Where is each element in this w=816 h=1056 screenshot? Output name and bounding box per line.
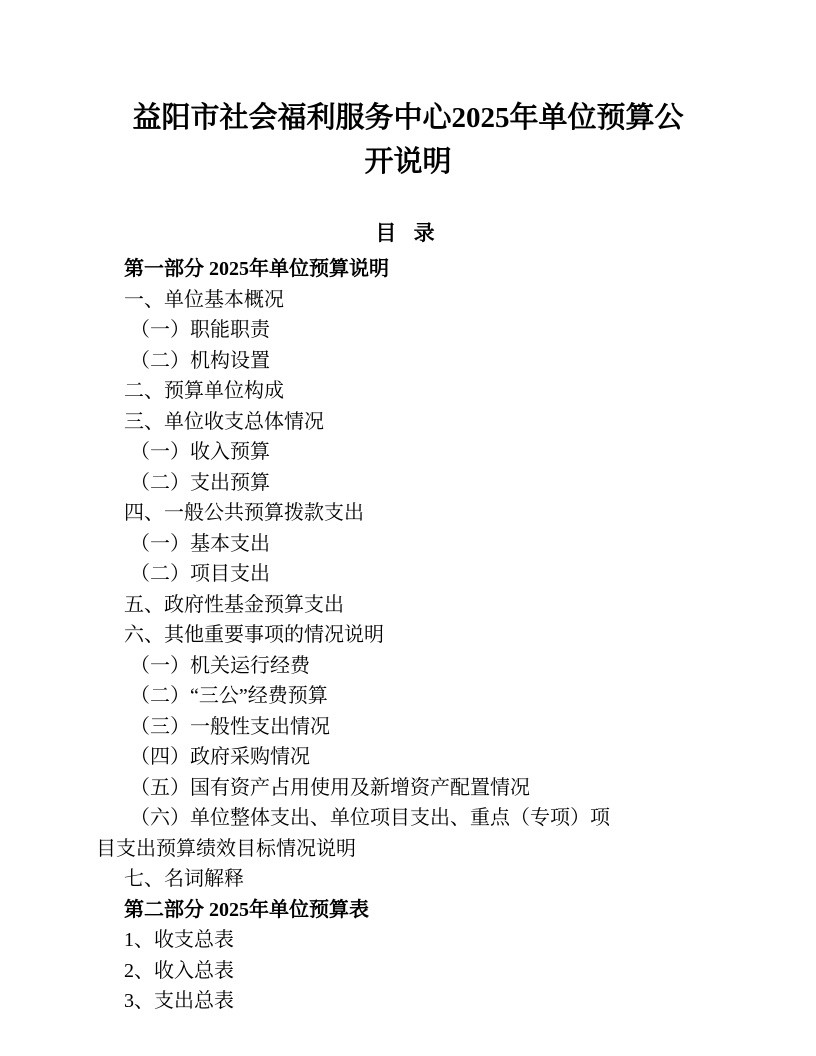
toc-item[interactable]: （一）收入预算 [130, 441, 270, 463]
toc-item[interactable]: （一）职能职责 [130, 319, 270, 341]
toc-item[interactable]: （一）机关运行经费 [130, 654, 310, 677]
toc-heading: 目 录 [375, 221, 441, 245]
toc-item[interactable]: （五）国有资产占用使用及新增资产配置情况 [130, 776, 530, 799]
table-of-contents [96, 254, 720, 1017]
toc-item[interactable]: （二）机构设置 [130, 349, 270, 372]
toc-item[interactable]: （四）政府采购情况 [130, 746, 310, 768]
toc-item[interactable]: （二）“三公”经费预算 [130, 685, 328, 707]
toc-item[interactable]: 1、收支总表 [124, 929, 234, 951]
toc-item[interactable]: 四、一般公共预算拨款支出 [124, 502, 364, 524]
toc-item[interactable]: （三）一般性支出情况 [130, 715, 330, 738]
toc-item[interactable]: 第二部分 2025年单位预算表 [124, 898, 369, 921]
toc-item[interactable]: （一）基本支出 [130, 532, 270, 555]
toc-item-continuation[interactable]: 目支出预算绩效目标情况说明 [96, 837, 356, 860]
toc-item[interactable]: （二）项目支出 [130, 563, 270, 585]
toc-item[interactable]: 3、支出总表 [124, 990, 234, 1012]
toc-item[interactable]: 二、预算单位构成 [124, 380, 284, 402]
toc-item[interactable]: （六）单位整体支出、单位项目支出、重点（专项）项 [130, 807, 610, 829]
toc-item[interactable]: 一、单位基本概况 [124, 288, 284, 311]
toc-item[interactable]: 五、政府性基金预算支出 [124, 593, 344, 616]
toc-item[interactable]: 2、收入总表 [124, 959, 234, 982]
toc-item[interactable]: 七、名词解释 [124, 868, 244, 890]
toc-item[interactable]: 六、其他重要事项的情况说明 [124, 624, 384, 646]
page-title: 益阳市社会福利服务中心2025年单位预算公开说明 [132, 102, 684, 178]
toc-item[interactable]: 第一部分 2025年单位预算说明 [124, 258, 389, 280]
toc-item[interactable]: （二）支出预算 [130, 471, 270, 494]
toc-item[interactable]: 三、单位收支总体情况 [124, 410, 324, 433]
